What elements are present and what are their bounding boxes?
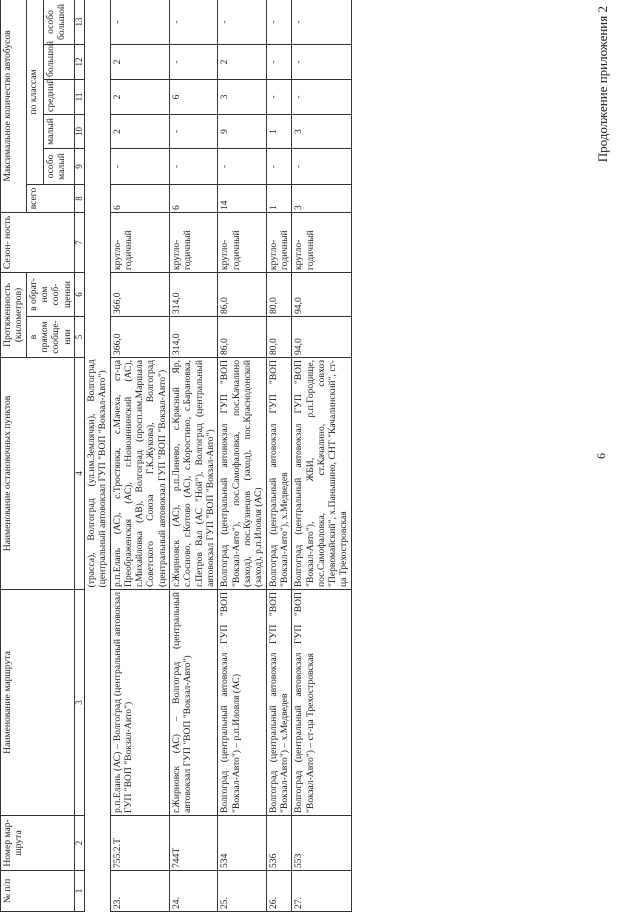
buses-extra-small: -	[110, 148, 170, 184]
buses-medium: -	[292, 79, 352, 114]
table-row	[292, 0, 352, 912]
buses-medium: -	[266, 79, 292, 114]
buses-total: 6	[170, 184, 218, 212]
buses-total: 6	[110, 184, 170, 212]
header-total: всего	[26, 184, 74, 212]
length-forward: 314,0	[170, 317, 218, 358]
continued-stops: (трасса), Волгоград (ул.им.Землячки), Волгоград (центральный автовокзал ГУП "ВОП "Вокзал-Авто")	[85, 359, 109, 588]
buses-large: -	[292, 44, 352, 79]
page-number: 6	[594, 453, 608, 459]
route-stops: Волгоград (центральный автовокзал ГУП "ВОП "Вокзал-Авто"), ЖБИ, р.п.Городище, пос.Самофаловка, ст.Качалино, совхоз "Первомайский", х.Паньшино, СНТ "Качалинский", ст-ца Трехостровская	[292, 358, 352, 590]
row-no: 23.	[110, 871, 170, 912]
buses-total: 1	[266, 184, 292, 212]
column-number: 3	[74, 590, 84, 816]
column-number: 13	[74, 0, 84, 44]
route-stops: Волгоград (центральный автовокзал ГУП "ВОП "Вокзал-Авто"), пос.Самофаловка, пос.Качалино (заход), пос.Кузнецов (заход), пос.Краснодонской (заход), р.п.Иловля (АС)	[218, 358, 266, 590]
column-numbers-row	[74, 0, 84, 912]
header-extra-small: особо малый	[43, 148, 74, 184]
length-forward: 86,0	[218, 317, 266, 358]
buses-medium: 3	[218, 79, 266, 114]
header-large: большой	[43, 44, 74, 79]
buses-extra-small: -	[292, 148, 352, 184]
column-number: 5	[74, 317, 84, 358]
length-forward: 94,0	[292, 317, 352, 358]
buses-total: 14	[218, 184, 266, 212]
header-no: № п/п	[1, 871, 75, 912]
route-stops: р.п.Елань (АС), с.Тростянка, с.Мачеха, ст-ца Преображенская (АС), г.Новоаннинский (АС), г.Михайловка (АВ), Волгоград (просп.им.Маршала Советского Союза Г.К.Жукова), Волгоград (центральный автовокзал ГУП "ВОП "Вокзал-Авто")	[110, 358, 170, 590]
buses-total: 3	[292, 184, 352, 212]
buses-large: 2	[110, 44, 170, 79]
seasonality: кругло- годичный	[218, 212, 266, 272]
buses-extra-large: -	[292, 0, 352, 44]
buses-extra-large: -	[266, 0, 292, 44]
continued-row	[84, 0, 110, 912]
buses-extra-small: -	[170, 148, 218, 184]
buses-extra-large: -	[218, 0, 266, 44]
route-number: 536	[266, 816, 292, 871]
route-number: 534	[218, 816, 266, 871]
column-number: 9	[74, 148, 84, 184]
route-stops: г.Жирновск (АС), р.п.Линево, с.Красный Яр, с.Сосново, г.Котово (АС), с.Коростино, с.Барановка, г.Петров Вал (АС "Ной"), Волгоград (центральный автовокзал ГУП "ВОП "Вокзал-Авто")	[170, 358, 218, 590]
route-number: 553	[292, 816, 352, 871]
seasonality: кругло- годичный	[170, 212, 218, 272]
table-row	[266, 0, 292, 912]
continuation-label: Продолжение приложения 2	[595, 6, 610, 163]
buses-large: -	[266, 44, 292, 79]
header-by-class: по классам	[26, 0, 43, 184]
buses-large: -	[170, 44, 218, 79]
length-backward: 94,0	[292, 272, 352, 316]
buses-small: 9	[218, 114, 266, 148]
route-number: 744Т	[170, 816, 218, 871]
column-number: 2	[74, 816, 84, 871]
buses-medium: 6	[170, 79, 218, 114]
column-number: 4	[74, 358, 84, 590]
buses-medium: 2	[110, 79, 170, 114]
table-row	[170, 0, 218, 912]
table-row	[110, 0, 170, 912]
header-stops: Наименование остановочных пунктов	[1, 358, 75, 590]
route-name: Волгоград (центральный автовокзал ГУП "ВОП "Вокзал-Авто") – ст-ца Трехостровская	[292, 590, 352, 816]
row-no: 24.	[170, 871, 218, 912]
buses-extra-small: -	[266, 148, 292, 184]
seasonality: кругло- годичный	[266, 212, 292, 272]
length-backward: 86,0	[218, 272, 266, 316]
buses-small: -	[170, 114, 218, 148]
route-stops: Волгоград (центральный автовокзал ГУП "ВОП "Вокзал-Авто"), х.Медведев	[266, 358, 292, 590]
column-number: 11	[74, 79, 84, 114]
route-name: г.Жирновск (АС) – Волгоград (центральный автовокзал ГУП "ВОП "Вокзал-Авто")	[170, 590, 218, 816]
header-season: Сезон- ность	[1, 212, 75, 272]
buses-small: 2	[110, 114, 170, 148]
header-medium: средний	[43, 79, 74, 114]
buses-small: 1	[266, 114, 292, 148]
header-forward: в прямом сообще- нии	[26, 317, 74, 358]
length-backward: 366,0	[110, 272, 170, 316]
column-number: 6	[74, 272, 84, 316]
buses-extra-large: -	[170, 0, 218, 44]
column-number: 7	[74, 212, 84, 272]
header-small: малый	[43, 114, 74, 148]
row-no: 26.	[266, 871, 292, 912]
length-backward: 314,0	[170, 272, 218, 316]
header-max-buses: Максимальное количество автобусов	[1, 0, 27, 212]
seasonality: кругло- годичный	[110, 212, 170, 272]
column-number: 1	[74, 871, 84, 912]
header-route-name: Наименование маршрута	[1, 590, 75, 816]
buses-small: 3	[292, 114, 352, 148]
route-name: Волгоград (центральный автовокзал ГУП "ВОП "Вокзал-Авто") – х.Медведев	[266, 590, 292, 816]
column-number: 8	[74, 184, 84, 212]
length-forward: 80,0	[266, 317, 292, 358]
header-length: Протяженность (километров)	[1, 272, 27, 357]
row-no: 27.	[292, 871, 352, 912]
route-number: 755.2.Т	[110, 816, 170, 871]
seasonality: кругло- годичный	[292, 212, 352, 272]
route-name: р.п.Елань (АС) – Волгоград (центральный автовокзал ГУП "ВОП "Вокзал-Авто")	[110, 590, 170, 816]
header-backward: в обрат- ном сооб- щении	[26, 272, 74, 316]
route-name: Волгоград (центральный автовокзал ГУП "ВОП "Вокзал-Авто") – р.п.Иловля (АС)	[218, 590, 266, 816]
length-forward: 366,0	[110, 317, 170, 358]
header-extra-large: особо большой	[43, 0, 74, 44]
column-number: 10	[74, 114, 84, 148]
buses-large: 2	[218, 44, 266, 79]
column-number: 12	[74, 44, 84, 79]
length-backward: 80,0	[266, 272, 292, 316]
row-no: 25.	[218, 871, 266, 912]
table-row	[218, 0, 266, 912]
buses-extra-small: -	[218, 148, 266, 184]
buses-extra-large: -	[110, 0, 170, 44]
header-route-no: Номер мар- шрута	[1, 816, 75, 871]
